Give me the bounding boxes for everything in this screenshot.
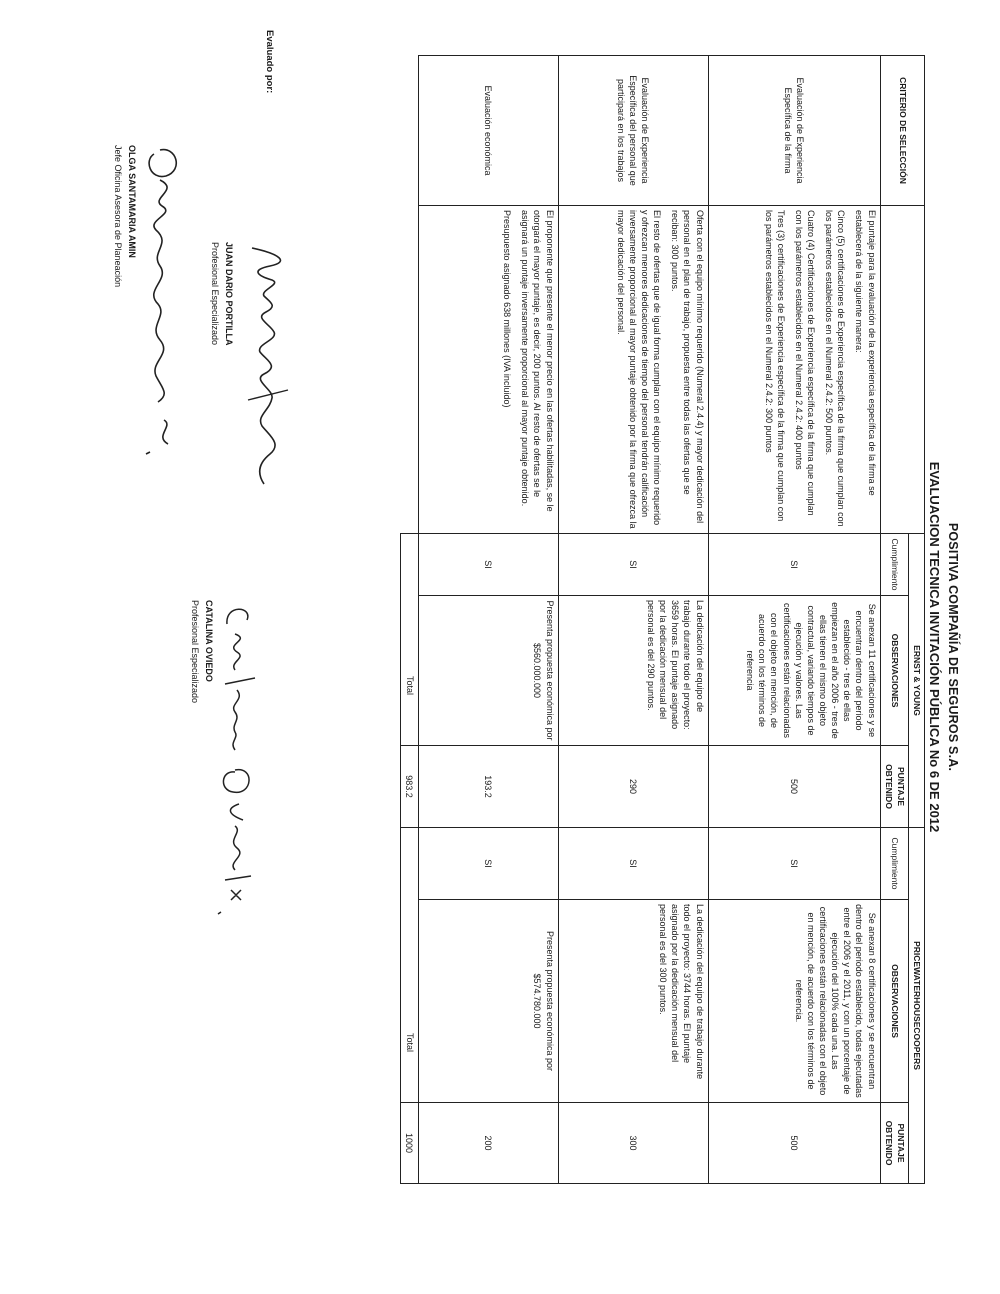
pwc-cumplimiento: SI	[418, 828, 558, 900]
pwc-total-label: Total	[400, 828, 418, 1103]
description-paragraph: El resto de ofertas que de igual forma cumplan con el equipo mínimo requerido y ofrezcan menores dedicaciones de tiempo del personal tendrán calificación inversamente proporcional al mayor puntaje obtenido por la firma que ofrezca la mayor dedicación del personal.	[615, 210, 663, 529]
signature-olga-santamaria	[130, 140, 190, 470]
criterion-cell: Evaluación de Experiencia Específica de la firma	[708, 56, 880, 206]
ey-cumplimiento: SI	[708, 534, 880, 596]
ey-cumplimiento-header: Cumplimiento	[880, 534, 908, 596]
evaluation-table	[400, 55, 925, 1184]
signer-role: Jefe Oficina Asesora de Planeación	[113, 145, 124, 288]
pwc-puntaje: 500	[708, 1103, 880, 1184]
totals-spacer	[400, 56, 418, 534]
signature-block-2	[111, 145, 138, 287]
signer-name: JUAN DARIO PORTILLA	[224, 242, 234, 346]
description-paragraph: Presupuesto asignado 638 millones (IVA incluido)	[502, 210, 513, 408]
criterion-description	[558, 206, 708, 534]
pwc-puntaje: 200	[418, 1103, 558, 1184]
ey-total-value: 983.2	[400, 746, 418, 828]
signature-block-3	[188, 600, 215, 703]
ey-puntaje: 193.2	[418, 746, 558, 828]
ey-cumplimiento: SI	[558, 534, 708, 596]
pwc-observaciones: La dedicación del equipo de trabajo durante todo el proyecto: 3744 horas. El puntaje asignado por la dedicación mensual del personal es del 300 puntos.	[558, 900, 708, 1103]
signer-name: OLGA SANTAMARIA AMIN	[127, 145, 137, 258]
criterio-header-spacer	[880, 206, 924, 534]
pwc-observaciones-header: OBSERVACIONES	[880, 900, 908, 1103]
pwc-cumplimiento: SI	[558, 828, 708, 900]
ey-observaciones: Se anexan 11 certificaciones y se encuentran dentro del periodo establecido - tres de ellas empiezan en el año 2006 - tres de ellas tienen el mismo objeto contractual, variando tiempos de ejecución y valores. Las certificaciones están relacionadas con el objeto en mención, de acuerdo con los términos de referencia	[708, 596, 880, 746]
signer-name: CATALINA OVIEDO	[204, 600, 214, 682]
description-paragraph: Oferta con el equipo mínimo requerido (Numeral 2.4.4) y mayor dedicación del personal en el plan de trabajo, propuesta entre todas las ofertas que se reciban: 300 puntos.	[670, 210, 705, 524]
ey-observaciones-header: OBSERVACIONES	[880, 596, 908, 746]
criterion-description	[708, 206, 880, 534]
bidder-pwc-header: PRICEWATERHOUSECOOPERS	[908, 828, 924, 1184]
table-row	[558, 56, 708, 1184]
description-paragraph: El puntaje para la evaluación de la experiencia específica de la firma se establecerá de la siguiente manera:	[854, 210, 877, 496]
pwc-observaciones: Presenta propuesta económica por $574.780.000	[418, 900, 558, 1103]
totals-row	[400, 56, 418, 1184]
ey-puntaje: 500	[708, 746, 880, 828]
criterion-cell: Evaluación de Experiencia Específica del personal que participará en los trabajos	[558, 56, 708, 206]
criterion-description	[418, 206, 558, 534]
pwc-puntaje-header: PUNTAJE OBTENIDO	[880, 1103, 908, 1184]
pwc-puntaje: 300	[558, 1103, 708, 1184]
signature-catalina-oviedo	[210, 600, 265, 930]
evaluado-por-label: Evaluado por:	[264, 30, 275, 94]
ey-observaciones: Presenta propuesta económica por $560.000.000	[418, 596, 558, 746]
ey-puntaje: 290	[558, 746, 708, 828]
bidder-ey-header: ERNST & YOUNG	[908, 534, 924, 828]
ey-total-label: Total	[400, 534, 418, 746]
company-title: POSITIVA COMPAÑÍA DE SEGUROS S.A.	[946, 522, 960, 772]
table-row	[708, 56, 880, 1184]
criterion-cell: Evaluación económica	[418, 56, 558, 206]
description-paragraph: El proponente que presente el menor precio en las ofertas habilitadas, se le otorgará el mayor puntaje, es decir, 200 puntos. Al resto de ofertas se le asignará un puntaje inversamente proporcional al mayor puntaje obtenido.	[520, 210, 555, 512]
pwc-total-value: 1000	[400, 1103, 418, 1184]
table-row	[418, 56, 558, 1184]
description-paragraph: Tres (3) certificaciones de Experiencia específica de la firma que cumplan con los parámetros establecidos en el Numeral 2.4.2: 300 puntos	[763, 210, 786, 522]
description-paragraph: Cinco (5) certificaciones de Experiencia específica de la firma que cumplan con los parámetros establecidos en el Numeral 2.4.2: 500 puntos.	[824, 210, 847, 527]
bidder-header-row	[908, 56, 924, 1184]
description-paragraph: Cuatro (4) Certificaciones de Experiencia específica de la firma que cumplan con los parámetros establecidos en el Numeral 2.4.2: 400 puntos	[793, 210, 817, 516]
pwc-observaciones: Se anexan 8 certificaciones y se encuentran dentro del periodo establecido, todas ejecutadas entre el 2006 y el 2011, y con un porcentaje de ejecución del 100% cada una. Las certificaciones están relacionadas con el objeto en mención, de acuerdo con los términos de referencia.	[708, 900, 880, 1103]
signer-role: Profesional Especializado	[210, 242, 221, 346]
signer-role: Profesional Especializado	[190, 600, 201, 704]
ey-observaciones: La dedicación del equipo de trabajo durante todo el proyecto: 3659 horas. El puntaje asignado por la dedicación mensual del personal es del 290 puntos.	[558, 596, 708, 746]
ey-puntaje-header: PUNTAJE OBTENIDO	[880, 746, 908, 828]
signature-block-1	[208, 242, 235, 346]
ey-cumplimiento: SI	[418, 534, 558, 596]
criterio-header: CRITERIO DE SELECCIÓN	[880, 56, 924, 206]
signature-juan-dario-portilla	[230, 240, 300, 500]
document-title: EVALUACION TECNICA INVITACIÓN PÚBLICA No 6 DE 2012	[927, 461, 942, 833]
pwc-cumplimiento-header: Cumplimiento	[880, 828, 908, 900]
pwc-cumplimiento: SI	[708, 828, 880, 900]
